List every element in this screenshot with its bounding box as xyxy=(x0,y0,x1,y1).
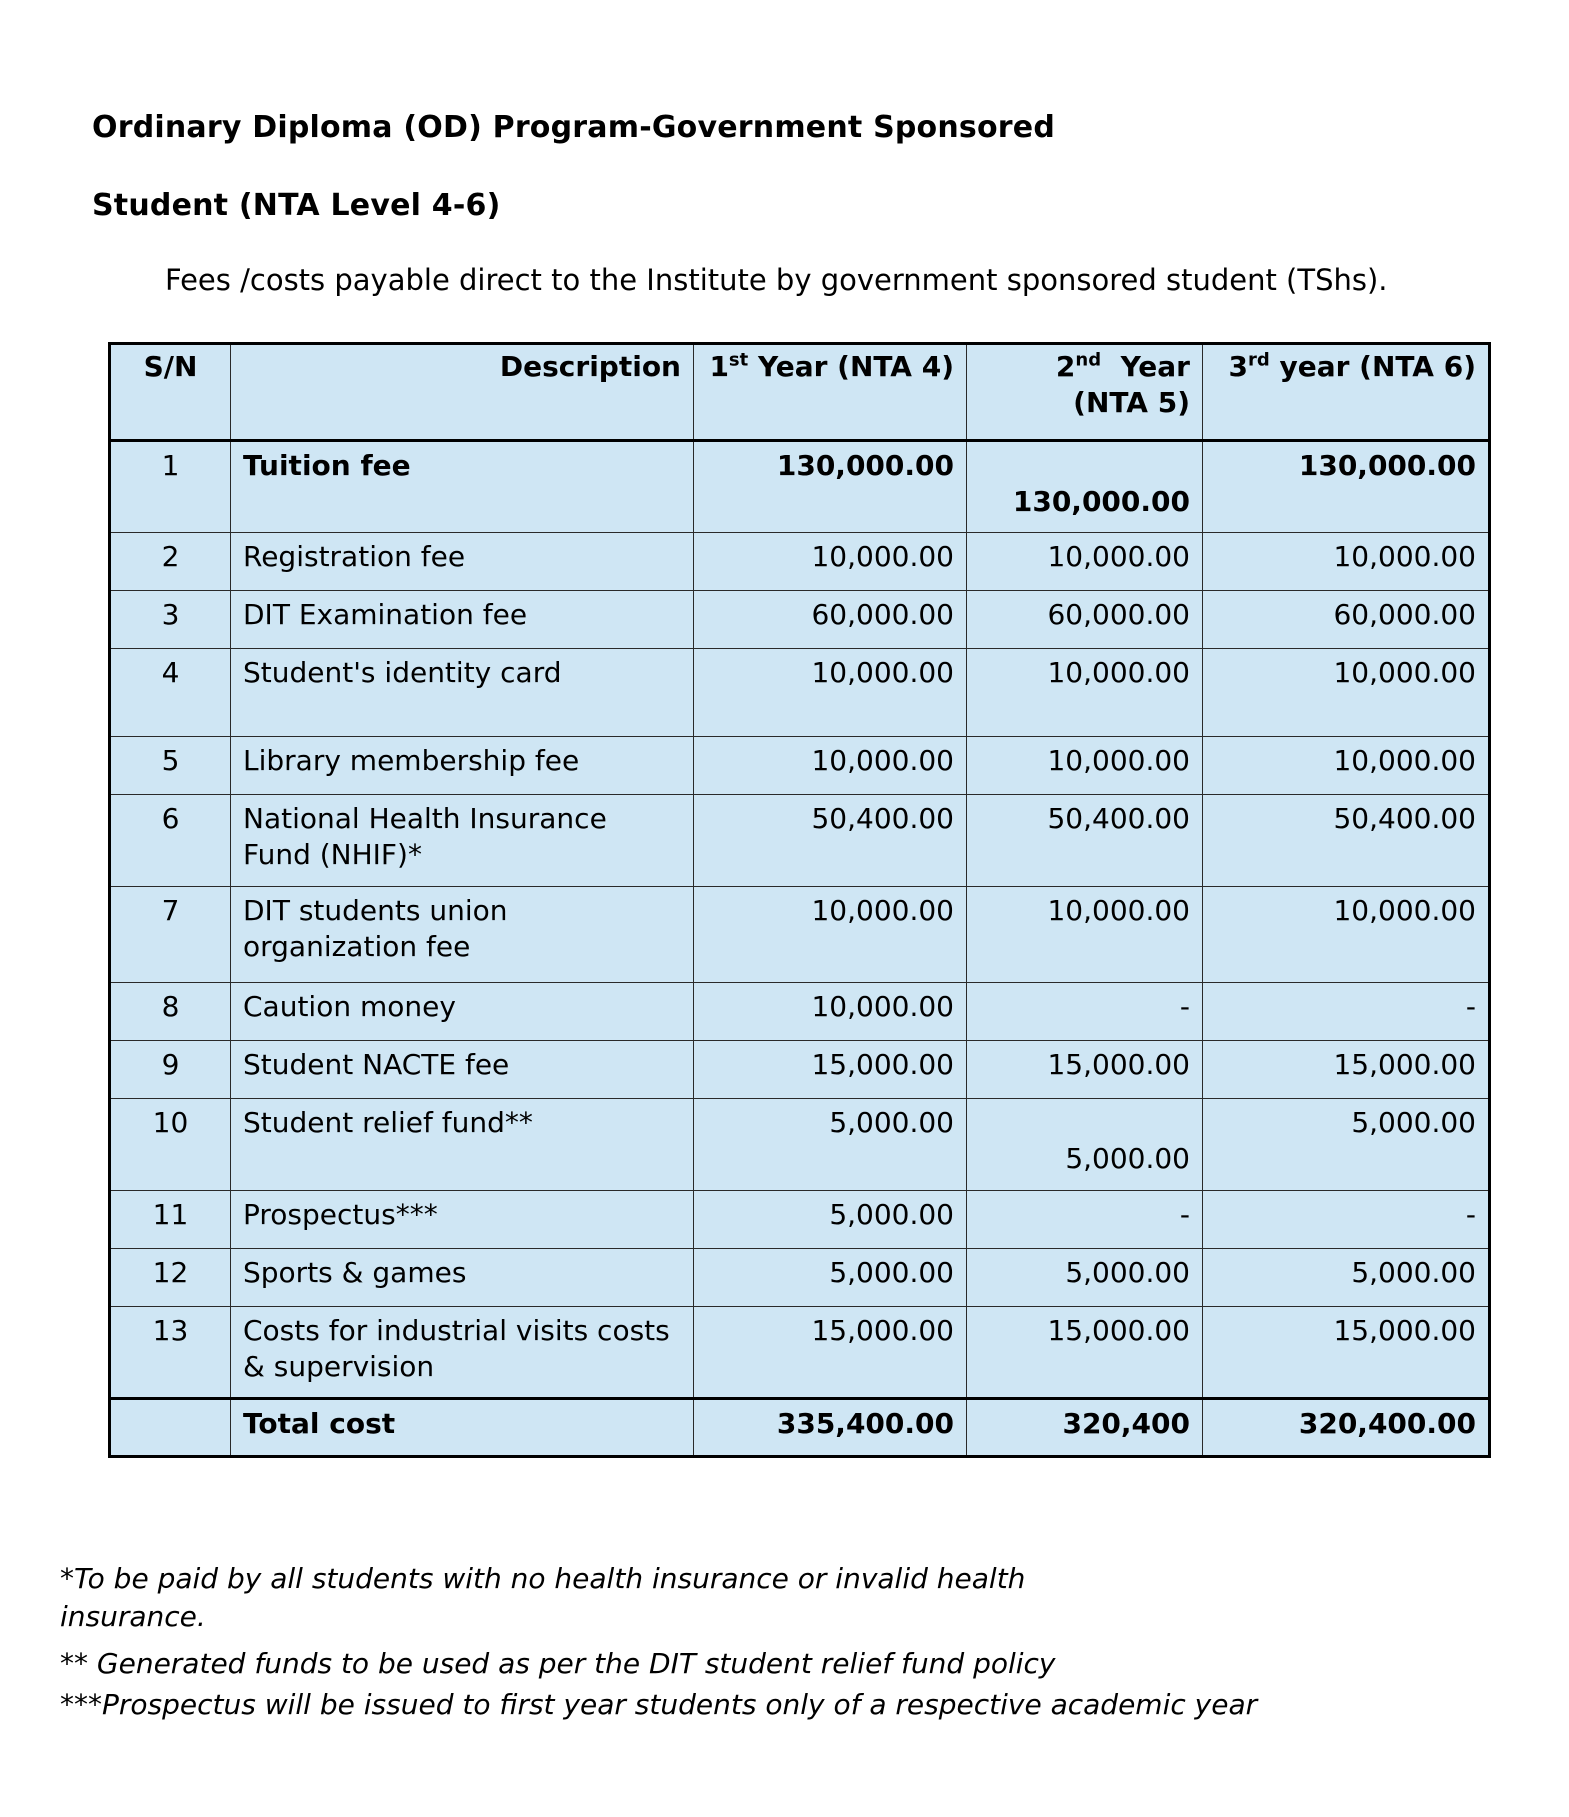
cell-description: DIT students union organization fee xyxy=(231,887,694,983)
table-row xyxy=(110,887,1490,983)
cell-year3: 10,000.00 xyxy=(1203,649,1490,737)
cell-year1: 130,000.00 xyxy=(694,441,967,533)
cell-year3: 15,000.00 xyxy=(1203,1307,1490,1399)
header-year3: 3rd year (NTA 6) xyxy=(1203,344,1490,441)
cell-sn: 7 xyxy=(110,887,231,983)
cell-description: Student relief fund** xyxy=(231,1099,694,1191)
cell-description: Costs for industrial visits costs & supervision xyxy=(231,1307,694,1399)
cell-sn: 2 xyxy=(110,533,231,591)
cell-description: Tuition fee xyxy=(231,441,694,533)
cell-year2: 130,000.00 xyxy=(967,441,1203,533)
cell-sn: 6 xyxy=(110,795,231,887)
cell-description: National Health Insurance Fund (NHIF)* xyxy=(231,795,694,887)
cell-sn: 5 xyxy=(110,737,231,795)
cell-year1: 5,000.00 xyxy=(694,1249,967,1307)
table-row xyxy=(110,983,1490,1041)
cell-year1: 15,000.00 xyxy=(694,1307,967,1399)
cell-description: Library membership fee xyxy=(231,737,694,795)
cell-year3: - xyxy=(1203,1191,1490,1249)
cell-description: Sports & games xyxy=(231,1249,694,1307)
cell-year3: 10,000.00 xyxy=(1203,737,1490,795)
cell-year2: 15,000.00 xyxy=(967,1307,1203,1399)
cell-sn: 3 xyxy=(110,591,231,649)
total-year3: 320,400.00 xyxy=(1203,1399,1490,1457)
table-row xyxy=(110,591,1490,649)
cell-sn: 10 xyxy=(110,1099,231,1191)
cell-year3: - xyxy=(1203,983,1490,1041)
footnote-relief-fund: ** Generated funds to be used as per the DIT student relief fund policy xyxy=(60,1647,1056,1680)
header-sn: S/N xyxy=(110,344,231,441)
table-row xyxy=(110,649,1490,737)
cell-year3: 60,000.00 xyxy=(1203,591,1490,649)
cell-year3: 10,000.00 xyxy=(1203,533,1490,591)
cell-sn xyxy=(110,1399,231,1457)
cell-year2: 60,000.00 xyxy=(967,591,1203,649)
cell-sn: 8 xyxy=(110,983,231,1041)
cell-sn: 4 xyxy=(110,649,231,737)
cell-sn: 12 xyxy=(110,1249,231,1307)
cell-year1: 15,000.00 xyxy=(694,1041,967,1099)
cell-year2: 10,000.00 xyxy=(967,887,1203,983)
cell-description: Student's identity card xyxy=(231,649,694,737)
cell-description: DIT Examination fee xyxy=(231,591,694,649)
table-header-row xyxy=(110,344,1490,441)
cell-sn: 9 xyxy=(110,1041,231,1099)
document-title-line2: Student (NTA Level 4-6) xyxy=(92,188,501,223)
cell-year2: - xyxy=(967,1191,1203,1249)
cell-description: Student NACTE fee xyxy=(231,1041,694,1099)
cell-year1: 10,000.00 xyxy=(694,983,967,1041)
cell-description: Registration fee xyxy=(231,533,694,591)
table-row xyxy=(110,533,1490,591)
cell-year1: 10,000.00 xyxy=(694,533,967,591)
footnote-prospectus: ***Prospectus will be issued to first year students only of a respective academic year xyxy=(60,1688,1258,1721)
header-year1: 1st Year (NTA 4) xyxy=(694,344,967,441)
cell-year2: 10,000.00 xyxy=(967,533,1203,591)
cell-year2: 15,000.00 xyxy=(967,1041,1203,1099)
cell-year2: - xyxy=(967,983,1203,1041)
total-label: Total cost xyxy=(231,1399,694,1457)
cell-year1: 50,400.00 xyxy=(694,795,967,887)
table-row xyxy=(110,737,1490,795)
table-row xyxy=(110,1099,1490,1191)
cell-year3: 5,000.00 xyxy=(1203,1249,1490,1307)
cell-year3: 130,000.00 xyxy=(1203,441,1490,533)
cell-year2: 50,400.00 xyxy=(967,795,1203,887)
footnote-health-insurance: *To be paid by all students with no health insurance or invalid health insurance. xyxy=(60,1562,1026,1633)
total-row xyxy=(110,1399,1490,1457)
cell-year1: 10,000.00 xyxy=(694,887,967,983)
cell-year1: 5,000.00 xyxy=(694,1191,967,1249)
cell-sn: 13 xyxy=(110,1307,231,1399)
cell-year3: 15,000.00 xyxy=(1203,1041,1490,1099)
cell-description: Caution money xyxy=(231,983,694,1041)
cell-year1: 5,000.00 xyxy=(694,1099,967,1191)
table-row xyxy=(110,1041,1490,1099)
header-year2: 2nd Year (NTA 5) xyxy=(967,344,1203,441)
table-row xyxy=(110,1191,1490,1249)
total-year1: 335,400.00 xyxy=(694,1399,967,1457)
table-row xyxy=(110,1307,1490,1399)
intro-text: Fees /costs payable direct to the Institute by government sponsored student (TShs). xyxy=(165,263,1388,297)
cell-year2: 5,000.00 xyxy=(967,1249,1203,1307)
document-title-line1: Ordinary Diploma (OD) Program-Government Sponsored xyxy=(92,110,1056,145)
table-row xyxy=(110,1249,1490,1307)
cell-year2: 10,000.00 xyxy=(967,649,1203,737)
fees-table xyxy=(108,342,1491,1458)
cell-description: Prospectus*** xyxy=(231,1191,694,1249)
cell-year3: 50,400.00 xyxy=(1203,795,1490,887)
cell-sn: 11 xyxy=(110,1191,231,1249)
cell-sn: 1 xyxy=(110,441,231,533)
cell-year3: 5,000.00 xyxy=(1203,1099,1490,1191)
header-description: Description xyxy=(231,344,694,441)
cell-year1: 10,000.00 xyxy=(694,649,967,737)
cell-year2: 10,000.00 xyxy=(967,737,1203,795)
cell-year2: 5,000.00 xyxy=(967,1099,1203,1191)
cell-year1: 10,000.00 xyxy=(694,737,967,795)
cell-year1: 60,000.00 xyxy=(694,591,967,649)
table-row xyxy=(110,441,1490,533)
total-year2: 320,400 xyxy=(967,1399,1203,1457)
cell-year3: 10,000.00 xyxy=(1203,887,1490,983)
table-row xyxy=(110,795,1490,887)
